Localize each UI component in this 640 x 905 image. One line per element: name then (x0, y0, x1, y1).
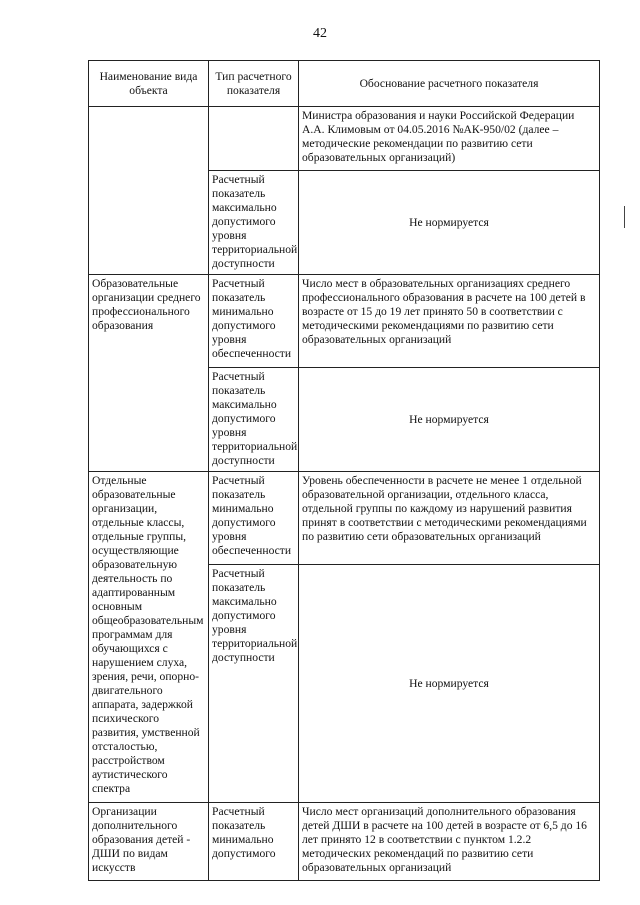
cell-object: Организации дополнительного образования детей - ДШИ по видам искусств (89, 803, 209, 881)
header-object-type: Наименование вида объекта (89, 61, 209, 107)
cell-indicator: Расчетный показатель максимально допустимого уровня территориальной доступности (209, 171, 299, 275)
table-row (89, 803, 600, 881)
cell-object: Образовательные организации среднего профессионального образования (89, 275, 209, 472)
scan-mark (624, 206, 625, 228)
table-row (89, 472, 600, 565)
cell-not-normalized: Не нормируется (299, 368, 600, 472)
normative-table (88, 60, 600, 881)
cell-indicator-empty (209, 107, 299, 171)
cell-indicator: Расчетный показатель минимально допустимого уровня обеспеченности (209, 472, 299, 565)
cell-indicator: Расчетный показатель минимально допустимого уровня обеспеченности (209, 275, 299, 368)
table-header-row (89, 61, 600, 107)
cell-not-normalized: Не нормируется (299, 171, 600, 275)
table-row (89, 107, 600, 171)
page-number: 42 (313, 26, 327, 41)
cell-justification: Число мест организаций дополнительного образования детей ДШИ в расчете на 100 детей в возрасте от 6,5 до 16 лет принято 12 в соответствии с пунктом 1.2.2 методических рекомендаций по развитию сети образовательных организаций (299, 803, 600, 881)
cell-justification: Министра образования и науки Российской Федерации А.А. Климовым от 04.05.2016 №АК-950/02 (далее – методические рекомендации по развитию сети образовательных организаций) (299, 107, 600, 171)
cell-indicator: Расчетный показатель минимально допустимого (209, 803, 299, 881)
cell-indicator: Расчетный показатель максимально допустимого уровня территориальной доступности (209, 565, 299, 803)
table-row (89, 275, 600, 368)
header-indicator-type: Тип расчетного показателя (209, 61, 299, 107)
header-justification: Обоснование расчетного показателя (299, 61, 600, 107)
cell-indicator: Расчетный показатель максимально допустимого уровня территориальной доступности (209, 368, 299, 472)
cell-not-normalized: Не нормируется (299, 565, 600, 803)
cell-justification: Число мест в образовательных организациях среднего профессионального образования в расчете на 100 детей в возрасте от 15 до 19 лет принято 50 в соответствии с методическими рекомендациями по развитию сети образовательных организаций (299, 275, 600, 368)
cell-justification: Уровень обеспеченности в расчете не менее 1 отдельной образовательной организации, отдельного класса, отдельной группы по каждому из нарушений развития принят в соответствии с методическими рекомендациями по развитию сети образовательных организаций (299, 472, 600, 565)
cell-object: Отдельные образовательные организации, отдельные классы, отдельные группы, осуществляющие образовательную деятельность по адаптированным основным общеобразовательным программам для обучающихся с нарушением слуха, зрения, речи, опорно-двигательного аппарата, задержкой психического развития, умственной отсталостью, расстройством аутистического спектра (89, 472, 209, 803)
cell-object-empty (89, 107, 209, 275)
